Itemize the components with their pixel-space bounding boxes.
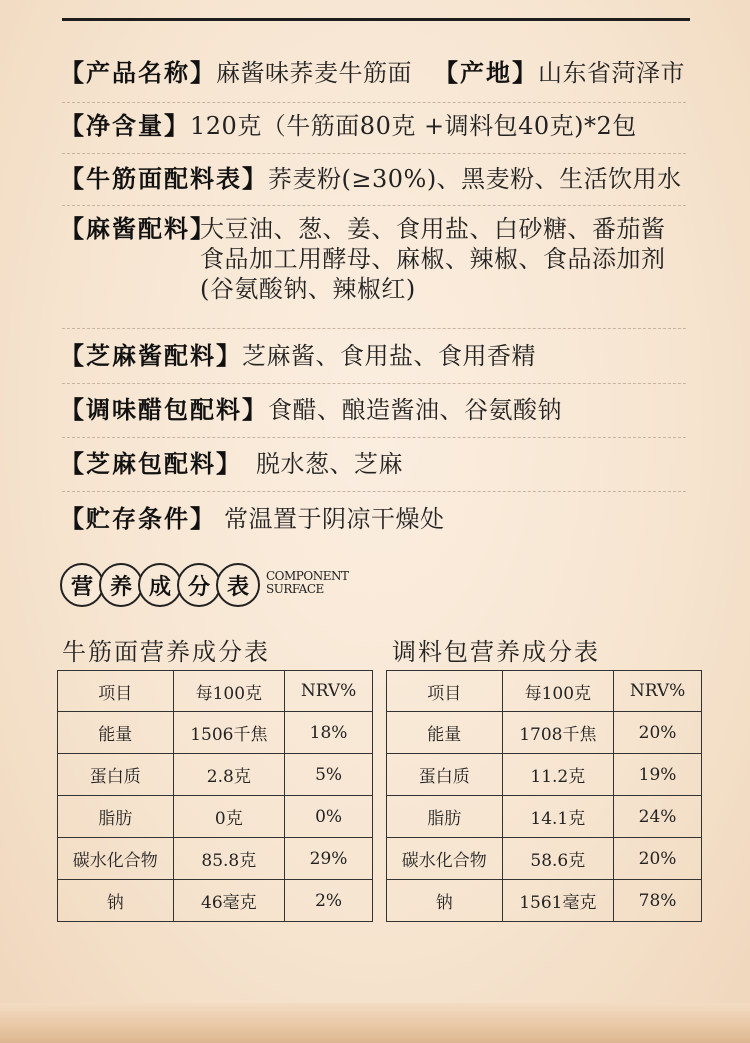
top-divider [62,18,690,21]
sauce-line: 大豆油、葱、姜、食用盐、白砂糖、番茄酱 [200,215,666,243]
table-row [387,838,702,880]
dashed-divider [62,491,686,492]
table-row [387,796,702,838]
table-header-row [58,671,373,712]
net-content-label: 【净含量】 [60,111,190,140]
dashed-divider [62,328,686,329]
seasoning-table-title: 调料包营养成分表 [392,638,600,666]
table-cell: 0% [285,796,373,838]
row-sauce-ingredients [60,214,666,306]
header-cell: 每100克 [502,671,614,712]
sauce-line: 食品加工用酵母、麻椒、辣椒、食品添加剂 [200,245,666,273]
sesame-sauce-label: 【芝麻酱配料】 [60,341,242,370]
heading-char: 成 [138,563,182,607]
table-cell: 20% [614,838,702,880]
table-row [58,838,373,880]
header-cell: NRV% [285,671,373,712]
table-cell: 碳水化合物 [387,838,503,880]
header-cell: 每100克 [173,671,285,712]
bottom-decorative-band [0,1003,750,1043]
table-cell: 蛋白质 [58,754,174,796]
table-cell: 蛋白质 [387,754,503,796]
table-cell: 46毫克 [173,880,285,922]
product-name-value: 麻酱味荞麦牛筋面 [216,59,412,87]
dashed-divider [62,205,686,206]
heading-english [266,570,348,596]
product-name-label: 【产品名称】 [60,58,216,87]
table-cell: 1506千焦 [173,712,285,754]
row-storage [60,504,445,534]
table-cell: 0克 [173,796,285,838]
noodle-nutrition-table [57,670,373,922]
origin-value: 山东省菏泽市 [538,59,685,87]
sesame-pack-label: 【芝麻包配料】 [60,449,242,478]
table-cell: 脂肪 [387,796,503,838]
sauce-line: (谷氨酸钠、辣椒红) [200,275,416,303]
table-row [387,880,702,922]
table-cell: 58.6克 [502,838,614,880]
table-cell: 能量 [58,712,174,754]
row-sesame-sauce [60,341,536,371]
table-row [58,754,373,796]
noodle-ingredients-value: 荞麦粉(≥30%)、黑麦粉、生活饮用水 [268,165,682,193]
table-cell: 1708千焦 [502,712,614,754]
table-cell: 14.1克 [502,796,614,838]
vinegar-value: 食醋、酿造酱油、谷氨酸钠 [268,396,562,424]
table-cell: 2% [285,880,373,922]
sesame-pack-value: 脱水葱、芝麻 [256,450,403,478]
table-cell: 钠 [58,880,174,922]
net-content-value: 120克（牛筋面80克 +调料包40克)*2包 [190,112,637,140]
seasoning-nutrition-table [386,670,702,922]
table-row [387,754,702,796]
table-row [58,796,373,838]
table-row [387,712,702,754]
table-cell: 钠 [387,880,503,922]
vinegar-label: 【调味醋包配料】 [60,395,268,424]
row-net-content [60,111,637,141]
sauce-ingredients-value [200,214,666,304]
storage-label: 【贮存条件】 [60,504,216,533]
noodle-ingredients-label: 【牛筋面配料表】 [60,164,268,193]
table-row [58,880,373,922]
dashed-divider [62,383,686,384]
heading-char: 表 [216,563,260,607]
storage-value: 常温置于阴凉干燥处 [224,505,445,533]
table-header-row [387,671,702,712]
table-cell: 78% [614,880,702,922]
dashed-divider [62,153,686,154]
header-cell: 项目 [58,671,174,712]
row-name-origin [60,58,685,88]
table-cell: 1561毫克 [502,880,614,922]
header-cell: NRV% [614,671,702,712]
sesame-sauce-value: 芝麻酱、食用盐、食用香精 [242,342,536,370]
noodle-table-title: 牛筋面营养成分表 [62,638,270,666]
table-cell: 24% [614,796,702,838]
heading-char: 分 [177,563,221,607]
heading-english-line2: SURFACE [266,582,324,596]
row-noodle-ingredients [60,164,682,194]
table-cell: 能量 [387,712,503,754]
table-cell: 2.8克 [173,754,285,796]
table-cell: 85.8克 [173,838,285,880]
dashed-divider [62,102,686,103]
header-cell: 项目 [387,671,503,712]
sauce-ingredients-label: 【麻酱配料】 [60,214,216,243]
row-sesame-pack [60,449,403,479]
table-cell: 18% [285,712,373,754]
table-cell: 20% [614,712,702,754]
table-cell: 29% [285,838,373,880]
origin-label: 【产地】 [434,58,538,87]
row-vinegar [60,395,562,425]
dashed-divider [62,437,686,438]
heading-char: 养 [99,563,143,607]
heading-char: 营 [60,563,104,607]
table-cell: 脂肪 [58,796,174,838]
table-cell: 碳水化合物 [58,838,174,880]
table-cell: 19% [614,754,702,796]
table-cell: 11.2克 [502,754,614,796]
table-row [58,712,373,754]
nutrition-heading [60,562,255,608]
table-cell: 5% [285,754,373,796]
heading-english-line1: COMPONENT [266,569,349,583]
